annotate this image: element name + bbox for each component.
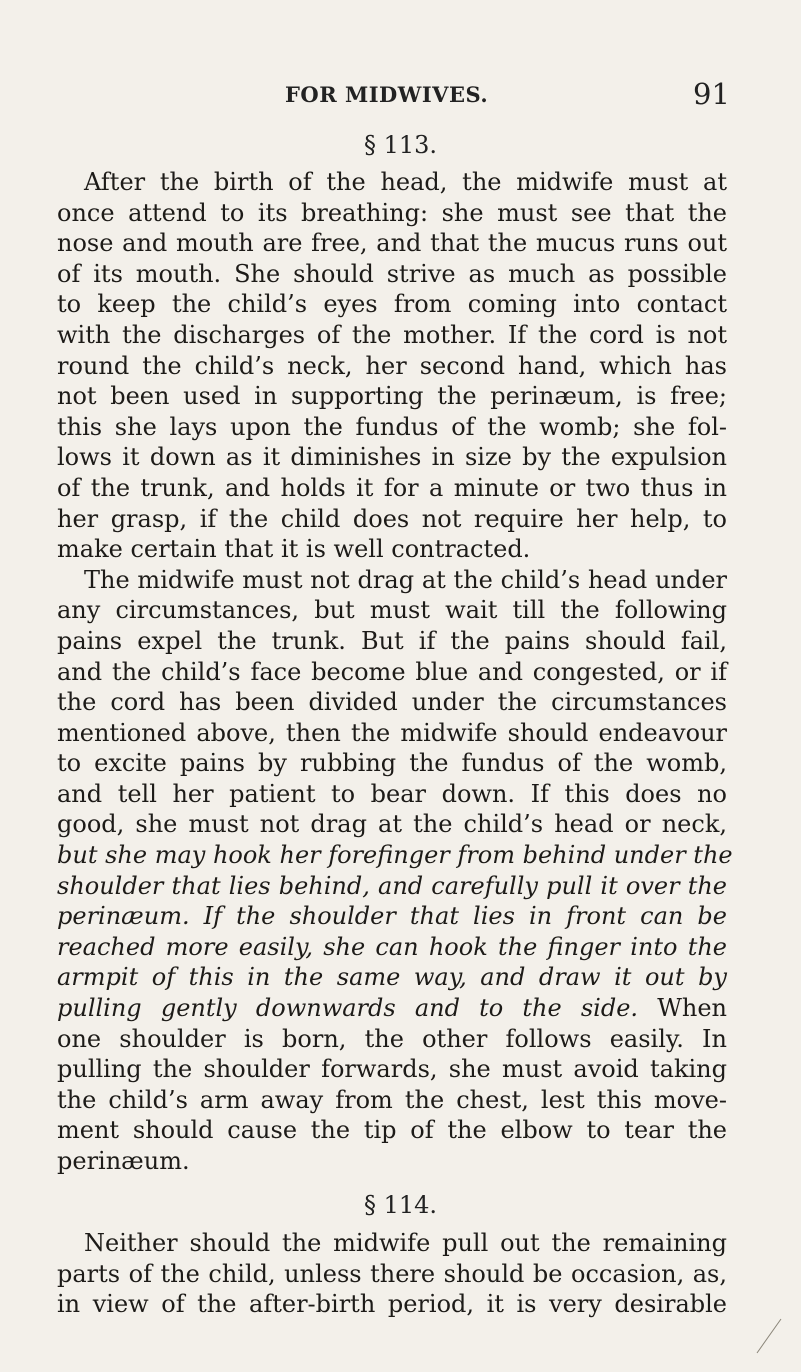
text-line: [57, 1054, 727, 1085]
text-line: [57, 289, 727, 320]
text-line: [57, 657, 727, 688]
text-run: When: [638, 994, 728, 1023]
text-line: [57, 840, 733, 871]
text-run: lows it down as it diminishes in size by the expulsion: [57, 443, 727, 472]
text-line: [57, 1146, 727, 1177]
text-line: [57, 198, 727, 229]
italic-text: reached more easily, she can hook the finger into the: [57, 932, 727, 961]
text-line: [57, 993, 727, 1024]
text-line: [57, 1289, 727, 1320]
section-113-body: [57, 167, 733, 1177]
text-run: with the discharges of the mother. If the cord is not: [57, 320, 727, 349]
text-line: [57, 1085, 727, 1116]
text-line: [57, 779, 727, 810]
text-line: [57, 1228, 727, 1259]
text-line: [57, 565, 727, 596]
text-line: [57, 351, 727, 382]
text-run: to keep the child’s eyes from coming into contact: [57, 290, 727, 319]
text-run: make certain that it is well contracted.: [57, 535, 531, 564]
text-run: any circumstances, but must wait till the following: [57, 596, 727, 625]
text-line: [57, 748, 727, 779]
italic-text: armpit of this in the same way, and draw it out by: [57, 963, 727, 992]
text-run: in view of the after-birth period, it is very desirable: [57, 1290, 727, 1319]
italic-text: perinæum. If the shoulder that lies in front can be: [57, 902, 727, 931]
text-run: Neither should the midwife pull out the remaining: [84, 1229, 727, 1257]
text-line: [57, 534, 727, 565]
text-line: [57, 412, 727, 443]
text-run: this she lays upon the fundus of the womb; she fol-: [57, 412, 727, 441]
text-line: [57, 809, 727, 840]
running-title: FOR MIDWIVES.: [285, 82, 489, 107]
text-run: pains expel the trunk. But if the pains should fail,: [57, 626, 727, 655]
text-line: [57, 932, 727, 963]
text-line: [57, 381, 727, 412]
text-line: [57, 687, 727, 718]
text-run: pulling the shoulder forwards, she must avoid taking: [57, 1055, 727, 1084]
text-run: The midwife must not drag at the child’s head under: [84, 565, 727, 594]
section-114-body: [57, 1228, 727, 1320]
italic-text: but she may hook her forefinger from behind under the: [57, 841, 733, 870]
text-line: [57, 228, 727, 259]
text-run: once attend to its breathing: she must see that the: [57, 198, 727, 227]
text-line: [57, 259, 727, 290]
text-run: nose and mouth are free, and that the mucus runs out: [57, 229, 727, 258]
section-114-heading: § 114.: [363, 1191, 438, 1219]
text-run: her grasp, if the child does not require her help, to: [57, 504, 727, 533]
text-run: After the birth of the head, the midwife must at: [84, 168, 727, 196]
text-run: to excite pains by rubbing the fundus of the womb,: [57, 749, 727, 778]
text-line: [57, 871, 727, 902]
text-run: good, she must not drag at the child’s head or neck,: [57, 810, 727, 839]
text-run: ment should cause the tip of the elbow to tear the: [57, 1116, 727, 1145]
text-run: and the child’s face become blue and congested, or if: [57, 657, 727, 686]
text-line: [57, 901, 727, 932]
text-run: the child’s arm away from the chest, lest this move-: [57, 1085, 727, 1114]
text-run: of the trunk, and holds it for a minute or two thus in: [57, 473, 727, 502]
text-line: [57, 504, 727, 535]
running-head: [0, 79, 801, 109]
text-line: [57, 473, 727, 504]
text-line: [57, 320, 727, 351]
text-run: perinæum.: [57, 1147, 190, 1175]
page-number: 91: [693, 77, 730, 111]
text-run: parts of the child, unless there should be occasion, as,: [57, 1259, 727, 1288]
text-line: [57, 718, 727, 749]
italic-text: pulling gently downwards and to the side.: [57, 994, 639, 1023]
text-line: [57, 1115, 727, 1146]
text-run: mentioned above, then the midwife should endeavour: [57, 718, 727, 747]
text-line: [57, 442, 727, 473]
text-run: of its mouth. She should strive as much as possible: [57, 259, 727, 288]
text-run: round the child’s neck, her second hand, which has: [57, 351, 727, 380]
text-run: the cord has been divided under the circumstances: [57, 688, 727, 717]
text-line: [57, 595, 727, 626]
text-run: not been used in supporting the perinæum, is free;: [57, 382, 727, 411]
italic-text: shoulder that lies behind, and carefully pull it over the: [57, 871, 727, 900]
page-corner-mark: [755, 1315, 785, 1355]
section-113-heading: § 113.: [363, 131, 438, 159]
text-line: [57, 167, 727, 198]
text-line: [57, 1259, 727, 1290]
text-run: one shoulder is born, the other follows easily. In: [57, 1024, 727, 1053]
text-line: [57, 1024, 727, 1055]
text-run: and tell her patient to bear down. If this does no: [57, 779, 727, 808]
text-line: [57, 626, 727, 657]
text-line: [57, 962, 727, 993]
